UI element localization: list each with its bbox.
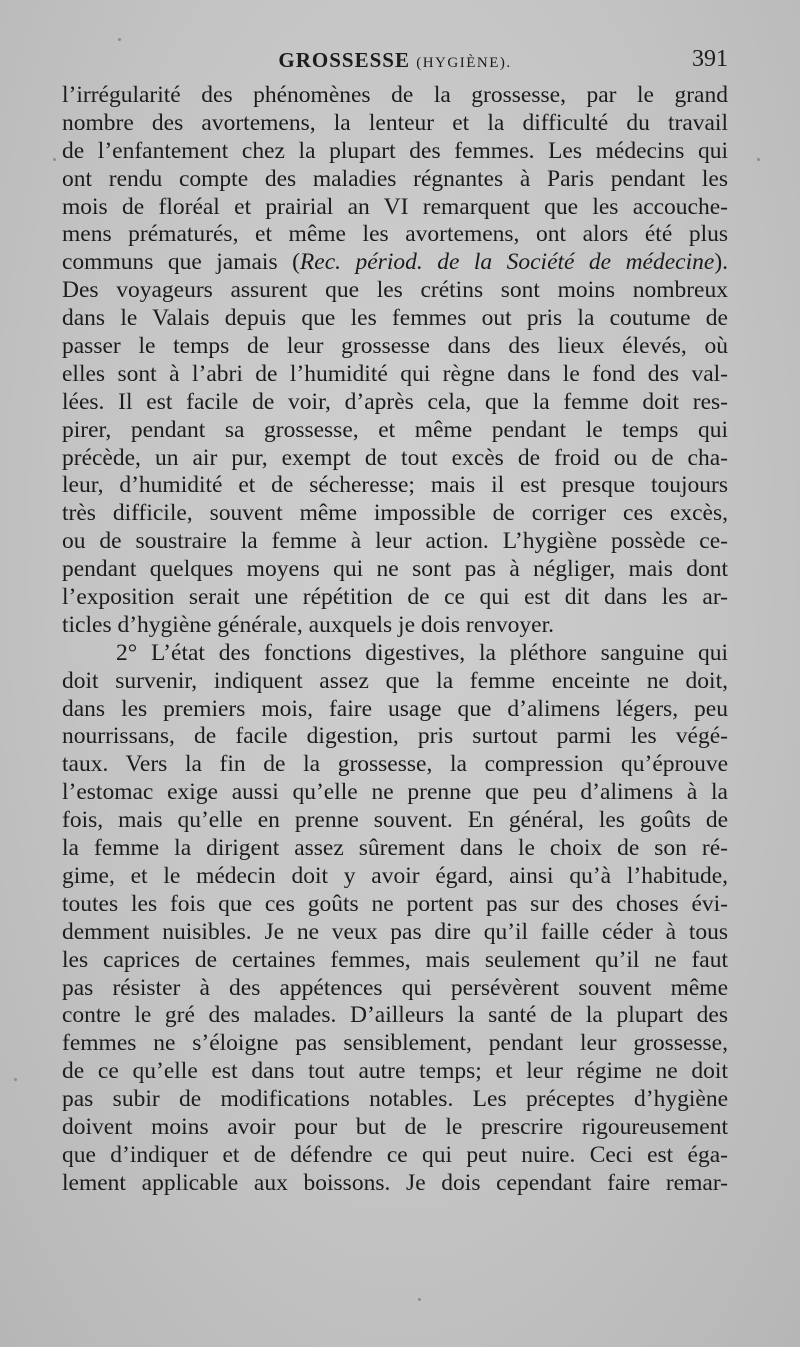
title-sub: (HYGIÈNE).: [416, 55, 512, 71]
text-line: nombre des avortemens, la lenteur et la difficulté du travail: [62, 109, 728, 136]
text-line: que d’indiquer et de défendre ce qui peut nuire. Ceci est éga-: [62, 1141, 728, 1168]
text-line: ont rendu compte des maladies régnantes à Paris pendant les: [62, 165, 728, 192]
text-line: demment nuisibles. Je ne veux pas dire qu’il faille céder à tous: [62, 918, 728, 945]
citation-close: ).: [714, 249, 728, 276]
paper-speck: [757, 158, 760, 161]
text-line: gime, et le médecin doit y avoir égard, ainsi qu’à l’habitude,: [62, 862, 728, 889]
text-line: leur, d’humidité et de sécheresse; mais il est presque toujours: [62, 472, 728, 499]
text-line: taux. Vers la fin de la grossesse, la compression qu’éprouve: [62, 751, 728, 778]
paper-speck: [118, 38, 121, 41]
text-line: Des voyageurs assurent que les crétins sont moins nombreux: [62, 277, 728, 304]
text-line: dans les premiers mois, faire usage que d’alimens légers, peu: [62, 695, 728, 722]
text-line: lées. Il est facile de voir, d’après cela, que la femme doit res-: [62, 388, 728, 415]
text-line: doivent moins avoir pour but de le prescrire rigoureusement: [62, 1113, 728, 1140]
text-line: de l’enfantement chez la plupart des femmes. Les médecins qui: [62, 137, 728, 164]
text-line: toutes les fois que ces goûts ne portent pas sur des choses évi-: [62, 890, 728, 917]
page-title: [62, 48, 728, 73]
text-line: fois, mais qu’elle en prenne souvent. En général, les goûts de: [62, 807, 728, 834]
text-line: l’estomac exige aussi qu’elle ne prenne que peu d’alimens à la: [62, 779, 728, 806]
text-line-citation: [62, 249, 728, 277]
text-line: mens prématurés, et même les avortemens, ont alors été plus: [62, 221, 728, 248]
text-line: lement applicable aux boissons. Je dois cependant faire remar-: [62, 1169, 728, 1196]
text-line: contre le gré des malades. D’ailleurs la santé de la plupart des: [62, 1002, 728, 1029]
text-line: pendant quelques moyens qui ne sont pas à négliger, mais dont: [62, 556, 728, 583]
text-line: passer le temps de leur grossesse dans des lieux élevés, où: [62, 333, 728, 360]
text-line: doit survenir, indiquent assez que la femme enceinte ne doit,: [62, 667, 728, 694]
text-line: nourrissans, de facile digestion, pris surtout parmi les végé-: [62, 723, 728, 750]
paper-speck: [53, 158, 56, 161]
text-line: ou de soustraire la femme à leur action. L’hygiène possède ce-: [62, 528, 728, 555]
text-line: elles sont à l’abri de l’humidité qui règne dans le fond des val-: [62, 360, 728, 387]
text-line: pirer, pendant sa grossesse, et même pendant le temps qui: [62, 416, 728, 443]
text-line: les caprices de certaines femmes, mais seulement qu’il ne faut: [62, 946, 728, 973]
paragraph: [62, 640, 728, 1198]
text-line: dans le Valais depuis que les femmes out pris la coutume de: [62, 305, 728, 332]
text-line: 2° L’état des fonctions digestives, la pléthore sanguine qui: [116, 639, 728, 666]
paper-speck: [418, 1298, 421, 1301]
line-text: communs que jamais (: [62, 249, 300, 276]
text-line: mois de floréal et prairial an VI remarquent que les accouche-: [62, 193, 728, 220]
text-line: ticles d’hygiène générale, auxquels je dois renvoyer.: [62, 611, 555, 638]
text-line: femmes ne s’éloigne pas sensiblement, pendant leur grossesse,: [62, 1030, 728, 1057]
text-line: la femme la dirigent assez sûrement dans le choix de son ré-: [62, 835, 728, 862]
text-line: l’exposition serait une répétition de ce qui est dit dans les ar-: [62, 584, 728, 611]
running-head: [62, 48, 728, 80]
text-line: pas résister à des appétences qui persévèrent souvent même: [62, 974, 728, 1001]
text-line: pas subir de modifications notables. Les préceptes d’hygiène: [62, 1086, 728, 1113]
title-main: GROSSESSE: [278, 48, 410, 72]
paragraph: [62, 82, 728, 640]
citation-title: Rec. périod. de la Société de médecine: [299, 249, 715, 276]
text-line: de ce qu’elle est dans tout autre temps; et leur régime ne doit: [62, 1058, 728, 1085]
text-line: très difficile, souvent même impossible de corriger ces excès,: [62, 500, 728, 527]
paper-speck: [14, 1078, 17, 1081]
body-text: [62, 82, 728, 1198]
page-number: 391: [692, 46, 728, 72]
text-line: précède, un air pur, exempt de tout excès de froid ou de cha-: [62, 444, 728, 471]
text-line: l’irrégularité des phénomènes de la grossesse, par le grand: [62, 82, 728, 108]
